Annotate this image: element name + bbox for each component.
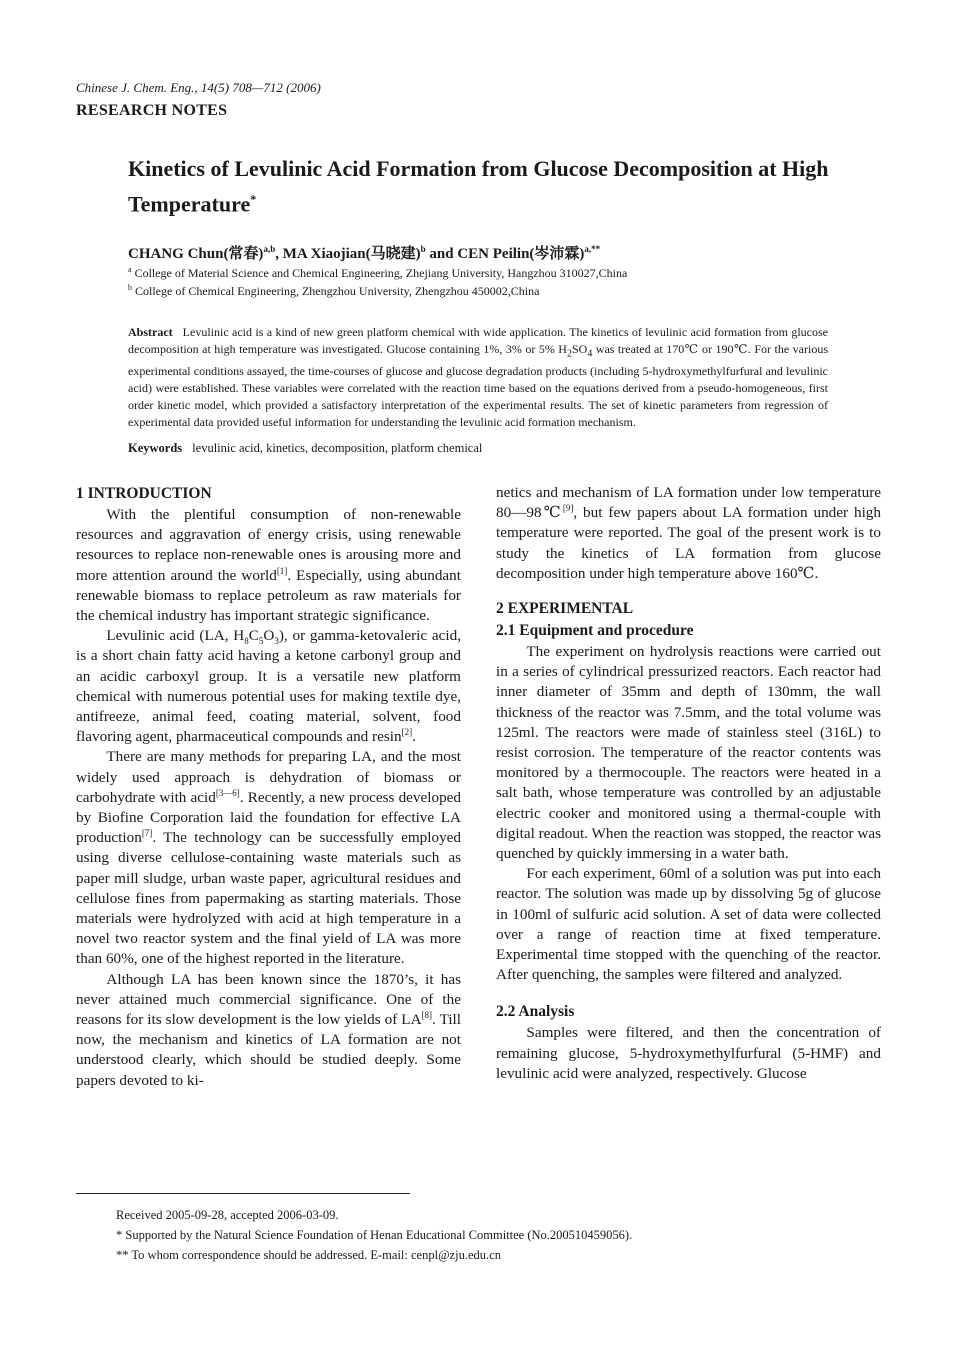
spacer [496,985,881,1001]
subsection-heading-analysis: 2.2 Analysis [496,1003,575,1021]
keywords-text: levulinic acid, kinetics, decomposition, platform chemical [192,441,483,455]
affiliation-text: College of Chemical Engineering, Zhengzhou University, Zhengzhou 450002,China [135,284,540,298]
paragraph: The experiment on hydrolysis reactions were carried out in a series of cylindrical pressurized reactors. Each reactor had inner diameter of 35mm and depth of 130mm, the wall thickness of the reactor was 7.5mm, and the total volume was 125ml. The reactors were made of stainless steel (316L) to resist corrosion. The temperature of the reactor contents was monitored by a thermocouple. The reactors were heated in a salt bath, whose temperature was controlled by an adjustable electric cooker and monitored using a thermal-couple with digital readout. When the reaction was stopped, the reactor was quenched by quickly immersing in a water bath. [496,643,881,863]
author-name: MA Xiaojian(马晓建) [282,246,421,262]
title-footnote-marker: * [250,192,257,206]
text-run: ), or gamma-ketovaleric acid, is a short chain fatty acid having a ketone carbonyl group and an acidic carboxyl group. It is a versatile new platform chemical with numerous potential uses for making textile dye, antifreeze, animal feed, coating material, solvent, food flavoring agent, pharmaceutical compounds and resin [76,627,461,746]
paragraph: For each experiment, 60ml of a solution was put into each reactor. The solution was made up by dissolving 5g of glucose in 100ml of sulfuric acid solution. A set of data were collected over a range of reaction time at fixed temperature. Experimental time stopped with the quenching of the reactor. After quenching, the samples were filtered and analyzed. [496,865,881,984]
citation-ref[interactable]: [1] [276,565,288,576]
text-run: Levulinic acid (LA, H [106,627,245,645]
text-run: . Recently, a new process developed by Biofine Corporation laid the foundation for effective LA production [76,788,461,847]
text-run: O [263,627,275,645]
author-list [128,242,600,263]
author-name: CHANG Chun(常春) [128,246,264,262]
abstract-subscript: 2 [566,348,572,360]
subscript: 8 [244,636,249,647]
citation-ref[interactable]: [3—6] [215,787,240,798]
author-name: CEN Peilin(岑沛霖) [457,246,585,262]
affiliation-text: College of Material Science and Chemical Engineering, Zhejiang University, Hangzhou 310027,China [134,266,628,280]
text-run: There are many methods for preparing LA, and the most widely used approach is dehydration of biomass or carbohydrate with acid [76,748,461,806]
citation-ref[interactable]: [9] [562,503,574,514]
citation-ref[interactable]: [8] [421,1010,433,1021]
paragraph-continued [496,483,881,584]
author-separator: , [275,246,283,262]
title-text: Kinetics of Levulinic Acid Formation from Glucose Decomposition at High Temperature [128,156,829,217]
abstract-text: SO [571,342,588,357]
author-affil-marker: b [420,244,426,254]
affiliation [128,283,539,299]
abstract-text: was treated at 170℃ or 190℃. For the various experimental conditions assayed, the time-courses of glucose and glucose degradation products (including 5-hydroxymethylfurfural and levulinic acid) were established. These variables were correlated with the reaction time based on the equations derived from a pseudo-homogeneous, first order kinetic model, which provided a satisfactory interpretation of the experimental results. The set of kinetic parameters from regression of experimental data provided useful information for understanding the levulinic acid formation mechanism. [128,342,828,430]
spacer [496,584,881,598]
subscript: 5 [258,636,264,647]
paragraph: Samples were filtered, and then the concentration of remaining glucose, 5-hydroxymethylfurfural (5-HMF) and levulinic acid were analyzed, respectively. Glucose [496,1024,881,1082]
section-label: RESEARCH NOTES [76,102,228,119]
footnote-correspondence: ** To whom correspondence should be addressed. E-mail: cenpl@zju.edu.cn [116,1248,501,1262]
author-affil-marker: a,b [263,244,276,254]
footnote-funding: * Supported by the Natural Science Foundation of Henan Educational Committee (No.200510459056). [116,1228,633,1242]
affiliation-mark: b [128,283,132,292]
text-run: With the plentiful consumption of non-renewable resources and aggravation of energy crisis, using renewable resources to replace non-renewable ones is arousing more and more attention around the world [76,506,461,584]
introduction-heading: 1 INTRODUCTION [76,485,212,502]
text-run: . Especially, using abundant renewable biomass to replace petroleum as raw materials for the chemical industry has important strategic significance. [76,566,461,625]
paper-title [128,154,848,219]
text-run: , but few papers about LA formation under high temperature were reported. The goal of the present work is to study the kinetics of LA formation from glucose decomposition under high temperature above 160℃. [496,504,881,582]
left-column [76,483,461,1091]
keywords [128,441,828,456]
journal-citation: Chinese J. Chem. Eng., 14(5) 708—712 (2006) [76,80,321,95]
right-column [496,483,881,1084]
text-run: . Till now, the mechanism and kinetics of LA formation are not understood clearly, which should be studied deeply. Some papers devoted to ki- [76,1011,461,1089]
abstract [128,324,828,432]
citation-ref[interactable]: [2] [401,727,413,738]
text-run: . [412,728,416,746]
subscript: 3 [274,636,279,647]
abstract-label: Abstract [128,325,173,339]
text-run: C [248,627,259,645]
footnote-rule [76,1193,410,1194]
author-affil-marker: a,** [584,244,601,254]
keywords-label: Keywords [128,441,183,455]
experimental-heading: 2 EXPERIMENTAL [496,600,634,618]
footnote-received: Received 2005-09-28, accepted 2006-03-09. [116,1208,339,1222]
citation-ref[interactable]: [7] [141,828,153,839]
affiliation [128,265,627,281]
paragraph [76,970,461,1091]
author-separator: and [425,246,458,262]
abstract-subscript: 4 [587,348,593,360]
paragraph [76,747,461,969]
subsection-heading-equipment: 2.1 Equipment and procedure [496,622,694,640]
paragraph [76,626,461,747]
text-run: netics and mechanism of LA formation under low temperature 80—98℃ [496,484,881,522]
paragraph [76,505,461,626]
affiliation-mark: a [128,265,132,274]
abstract-text: Levulinic acid is a kind of new green platform chemical with wide application. The kinetics of levulinic acid formation from glucose decomposition at high temperature was investigated. Glucose containing 1%, 3% or 5% H [128,325,828,357]
text-run: . The technology can be successfully employed using diverse cellulose-containing waste materials such as paper mill sludge, urban waste paper, agricultural residues and cellulose fines from papermaking as starting materials. Those materials were hydrolyzed with acid at high temperature in a novel two reactor system and the final yield of LA was more than 60%, one of the highest reported in the literature. [76,829,461,968]
text-run: Although LA has been known since the 1870’s, it has never attained much commercial significance. One of the reasons for its slow development is the low yields of LA [76,970,461,1029]
